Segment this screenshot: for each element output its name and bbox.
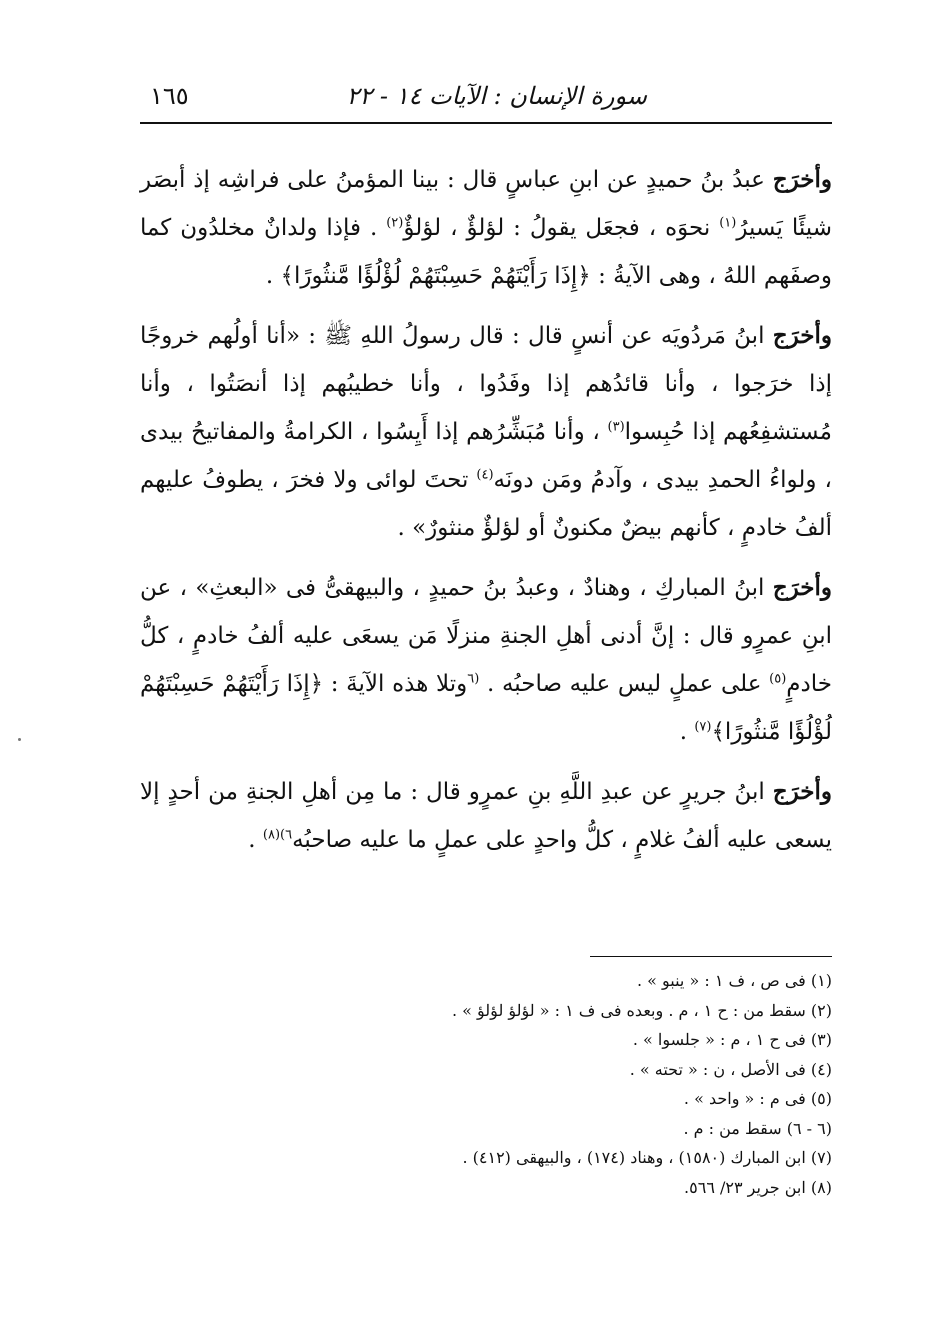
footnote-ref: (٧) <box>694 719 712 735</box>
footnote-ref: ٦)(٨) <box>262 827 293 843</box>
page-header <box>140 78 832 124</box>
paragraph-4 <box>140 768 832 864</box>
paragraph-lead: وأخرَج <box>772 574 832 601</box>
paragraph-2 <box>140 312 832 552</box>
paragraph-text: . <box>248 827 263 853</box>
paragraph-3 <box>140 564 832 756</box>
paragraph-text: ابنُ مَردُويَه عن أنسٍ قال : قال رسولُ اللهِ ﷺ : «أنا أولُهم خروجًا إذا خرَجوا ، وأنا قائدُهم إذا وفَدُوا ، وأنا خطيبُهم إذا أنصَتُوا ، وأنا مُستشفِعُهم إذا حُبِسوا <box>140 323 832 445</box>
footnote-ref: (٣) <box>607 419 625 435</box>
paragraph-text: على عملٍ ليس عليه صاحبُه . <box>479 671 770 697</box>
footnote-ref: (٢) <box>386 215 404 231</box>
paragraph-text: نحوَه ، فجعَل يقولُ : لؤلؤٌ ، لؤلؤٌ <box>403 215 720 241</box>
footnote-ref: (١) <box>719 215 737 231</box>
footnote-1: (١) فى ص ، ف ١ : « ينبو » . <box>636 971 832 990</box>
footnote-2: (٢) سقط من : ح ١ ، م . وبعده فى ف ١ : « لؤلؤ لؤلؤ » . <box>451 1000 832 1020</box>
paragraph-lead: وأخرَج <box>772 778 832 805</box>
footnote-7: (٧) ابن المبارك (١٥٨٠) ، وهناد (١٧٤) ، والبيهقى (٤١٢) . <box>462 1148 832 1167</box>
paragraph-text: وتلا هذه الآيةَ : ﴿إِذَا رَأَيْتَهُمْ حَسِبْتَهُمْ لُؤْلُؤًا مَّنثُورًا﴾ <box>140 671 832 745</box>
paragraph-text: عبدُ بنُ حميدٍ عن ابنِ عباسٍ قال : بينا المؤمنُ على فراشِه إذ أبصَر شيئًا يَسيرُ <box>140 167 832 241</box>
scan-speck <box>18 738 21 741</box>
paragraph-text: ، وأنا مُبَشِّرُهم إذا أَيِسُوا ، الكرامةُ والمفاتيحُ بيدى ، ولواءُ الحمدِ بيدى ، وآدمُ ومَن دونَه <box>140 419 832 493</box>
paragraph-lead: وأخرَج <box>772 166 832 193</box>
footnote-3: (٣) فى ح ١ ، م : « جلسوا » . <box>632 1030 832 1049</box>
paragraph-text: ابنُ المباركِ ، وهنادٌ ، وعبدُ بنُ حميدٍ ، والبيهقىُّ فى «البعثِ» ، عن ابنِ عمرٍو قال : إنَّ أدنى أهلِ الجنةِ منزلًا مَن يسعَى عليه ألفُ خادمٍ ، كلُّ خادمٍ <box>140 575 832 697</box>
footnote-ref: (٤) <box>476 467 494 483</box>
paragraph-text: ابنُ جريرٍ عن عبدِ اللَّهِ بنِ عمرٍو قال : ما مِن أهلِ الجنةِ من أحدٍ إلا يسعى عليه ألفُ غلامٍ ، كلُّ واحدٍ على عملٍ ما عليه صاحبُه <box>140 779 832 853</box>
footnote-5: (٥) فى م : « واحد » . <box>683 1089 832 1108</box>
paragraph-lead: وأخرَج <box>772 322 832 349</box>
paragraph-text: . <box>679 719 695 745</box>
running-title: سورة الإنسان : الآيات ١٤ - ٢٢ <box>346 82 647 110</box>
paragraph-text: تحتَ لوائى ولا فخرَ ، يطوفُ عليهم ألفُ خادمٍ ، كأنهم بيضٌ مكنونٌ أو لؤلؤٌ منثورٌ» . <box>140 467 832 541</box>
footnote-4: (٤) فى الأصل ، ن : « تحته » . <box>629 1059 832 1079</box>
paragraph-1 <box>140 156 832 300</box>
main-text <box>140 156 832 876</box>
footnote-divider <box>590 956 832 957</box>
footnote-6: (٦ - ٦) سقط من : م . <box>683 1118 832 1138</box>
page-number: ١٦٥ <box>150 82 189 110</box>
footnote-8: (٨) ابن جرير ٢٣/ ٥٦٦. <box>684 1177 832 1197</box>
footnotes <box>140 966 832 1202</box>
footnote-ref: (٥) <box>769 671 787 687</box>
footnote-ref: (٦ <box>467 671 480 687</box>
paragraph-text: . فإذا ولدانٌ مخلدُون كما وصفَهم اللهُ ، وهى الآيةُ : ﴿إِذَا رَأَيْتَهُمْ حَسِبْتَهُمْ لُؤْلُؤًا مَّنثُورًا﴾ . <box>140 215 832 289</box>
